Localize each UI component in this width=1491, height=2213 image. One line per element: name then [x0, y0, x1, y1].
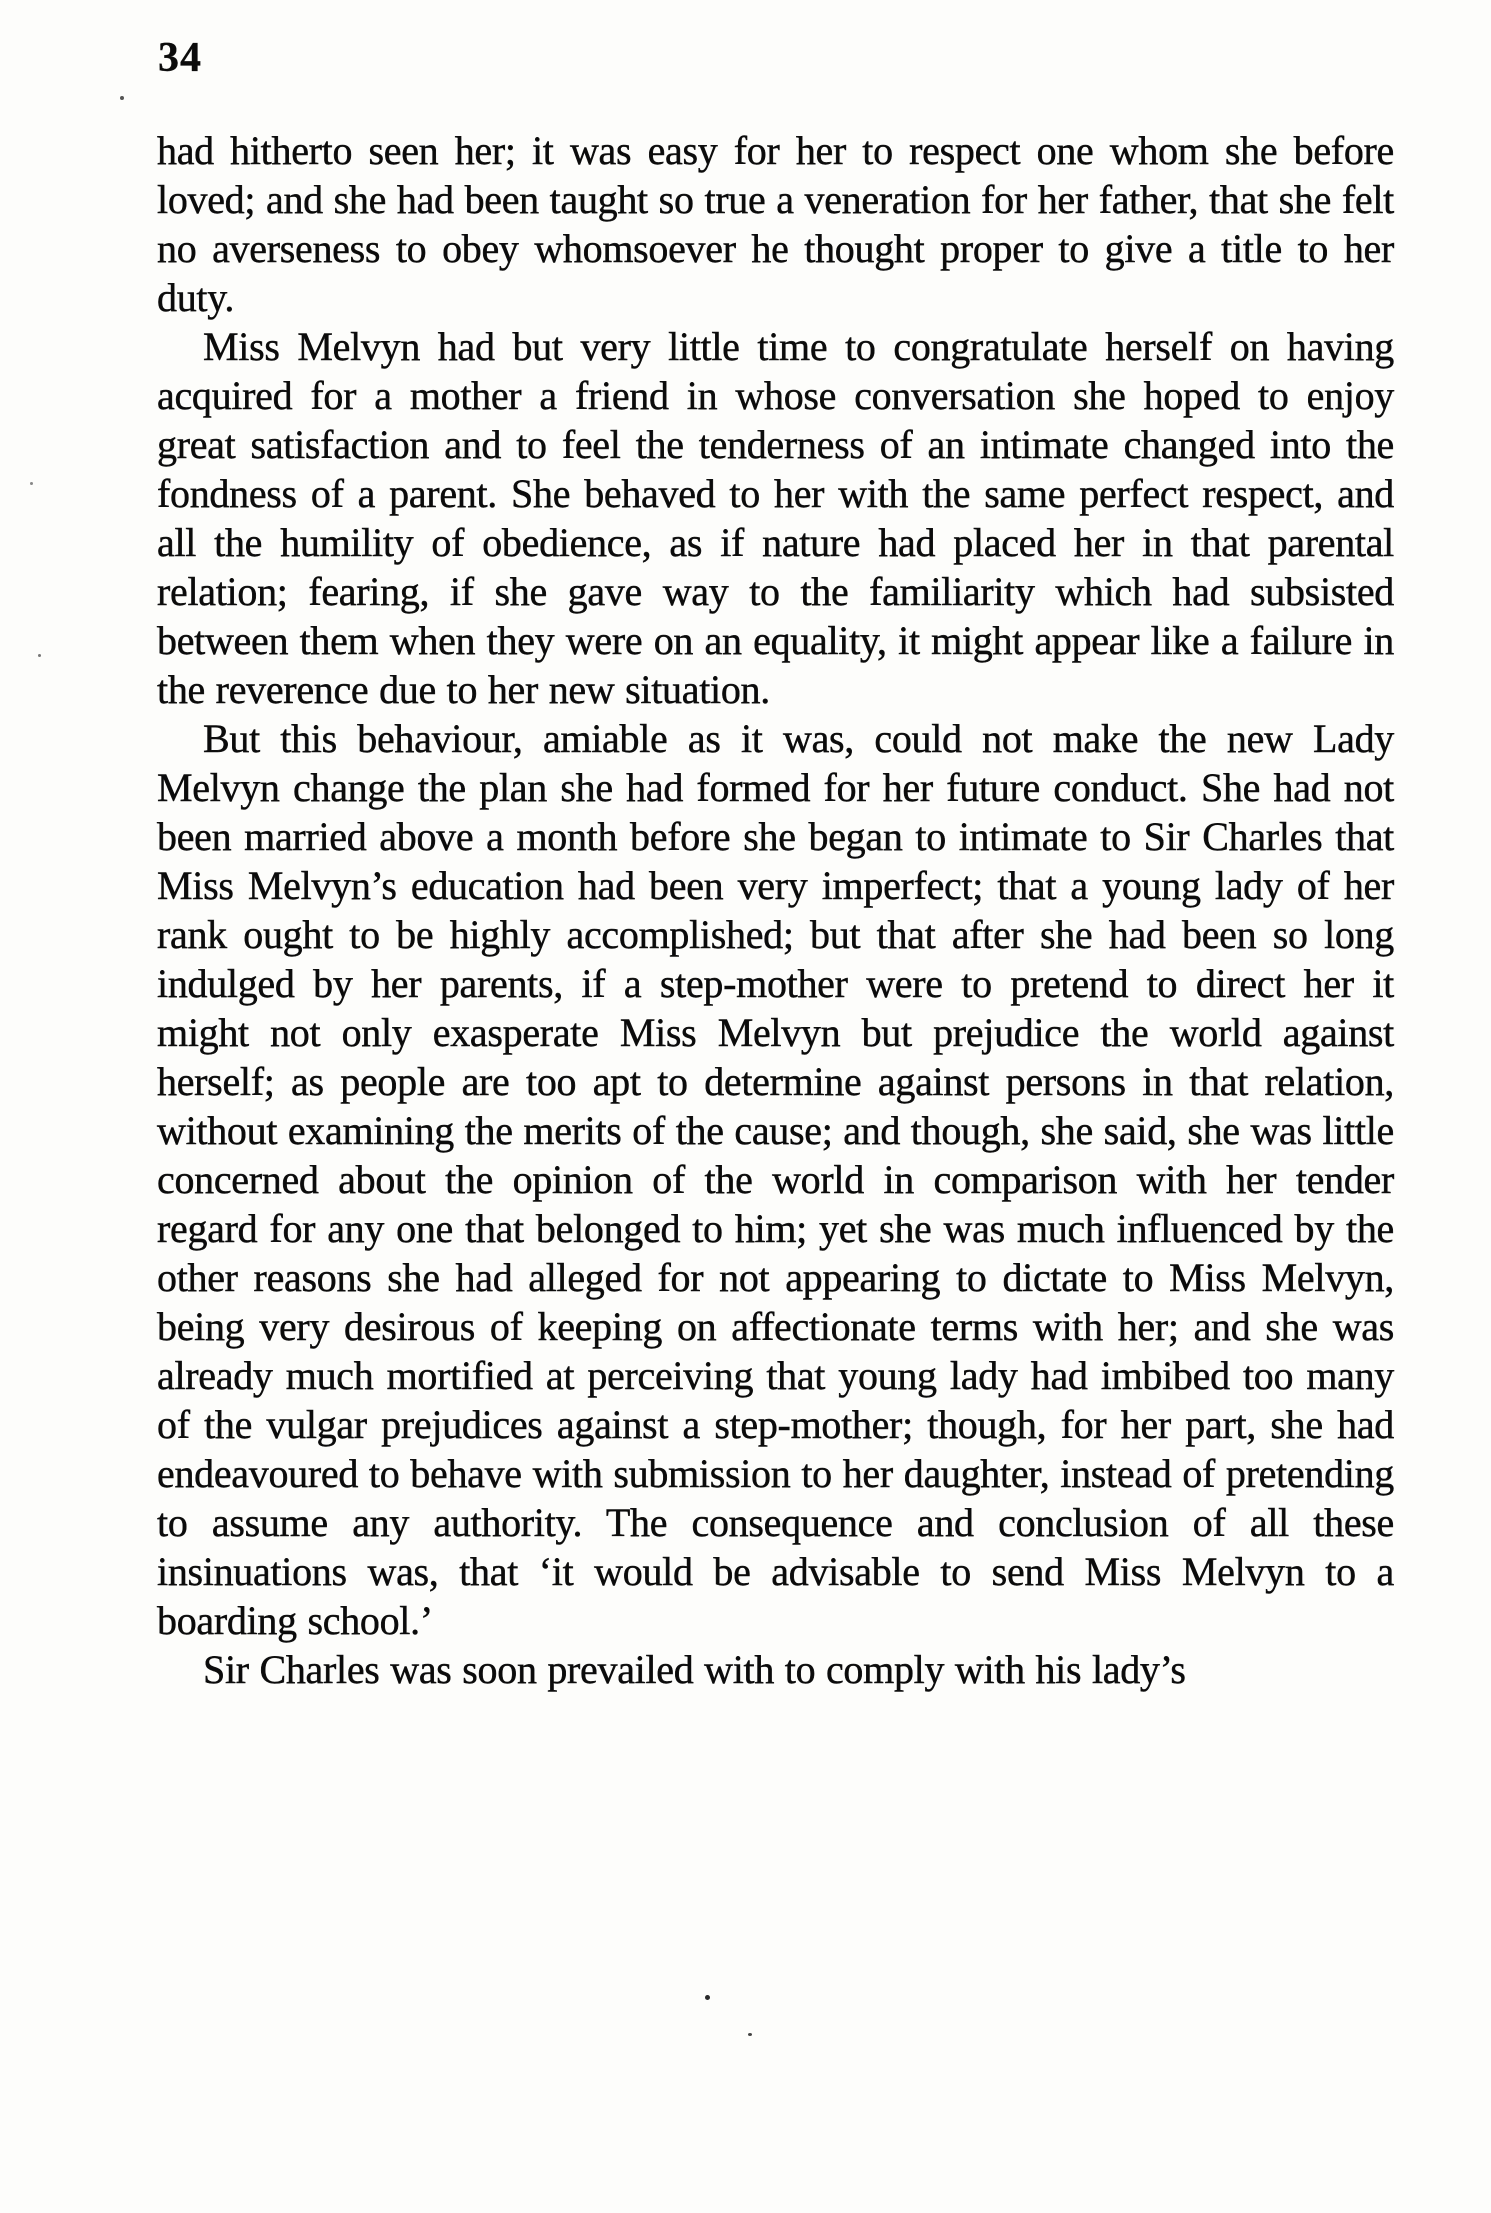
- scan-speckle: [120, 96, 124, 100]
- page-number: 34: [158, 35, 202, 81]
- paragraph: Sir Charles was soon prevailed with to comply with his lady’s: [203, 1647, 1186, 1692]
- scan-speckle: [748, 2033, 752, 2036]
- text-block: [157, 126, 1394, 1694]
- scan-speckle: [30, 482, 33, 485]
- paragraph: Miss Melvyn had but very little time to congratulate herself on having acquired for a mother a friend in whose conversation she hoped to enjoy great satisfaction and to feel the tenderness of an intimate changed into the fondness of a parent. She behaved to her with the same perfect respect, and all the humility of obedience, as if nature had placed her in that parental relation; fearing, if she gave way to the familiarity which had subsisted between them when they were on an equality, it might appear like a failure in the reverence due to her new situation.: [157, 324, 1394, 712]
- scan-speckle: [705, 1995, 710, 2000]
- scan-speckle: [38, 654, 41, 657]
- paragraph: But this behaviour, amiable as it was, could not make the new Lady Melvyn change the plan she had formed for her future conduct. She had not been married above a month before she began to intimate to Sir Charles that Miss Melvyn’s education had been very imperfect; that a young lady of her rank ought to be highly accomplished; but that after she had been so long indulged by her parents, if a step-mother were to pretend to direct her it might not only exasperate Miss Melvyn but prejudice the world against herself; as people are too apt to determine against persons in that relation, without examining the merits of the cause; and though, she said, she was little concerned about the opinion of the world in comparison with her tender regard for any one that belonged to him; yet she was much influenced by the other reasons she had alleged for not appearing to dictate to Miss Melvyn, being very desirous of keeping on affectionate terms with her; and she was already much mortified at perceiving that young lady had imbibed too many of the vulgar prejudices against a step-mother; though, for her part, she had endeavoured to behave with submission to her daughter, instead of pretending to assume any authority. The consequence and conclusion of all these insinuations was, that ‘it would be advisable to send Miss Melvyn to a boarding school.’: [157, 716, 1394, 1643]
- paragraph-continuation: had hitherto seen her; it was easy for her to respect one whom she before loved; and she had been taught so true a veneration for her father, that she felt no averseness to obey whomsoever he thought proper to give a title to her duty.: [157, 128, 1394, 320]
